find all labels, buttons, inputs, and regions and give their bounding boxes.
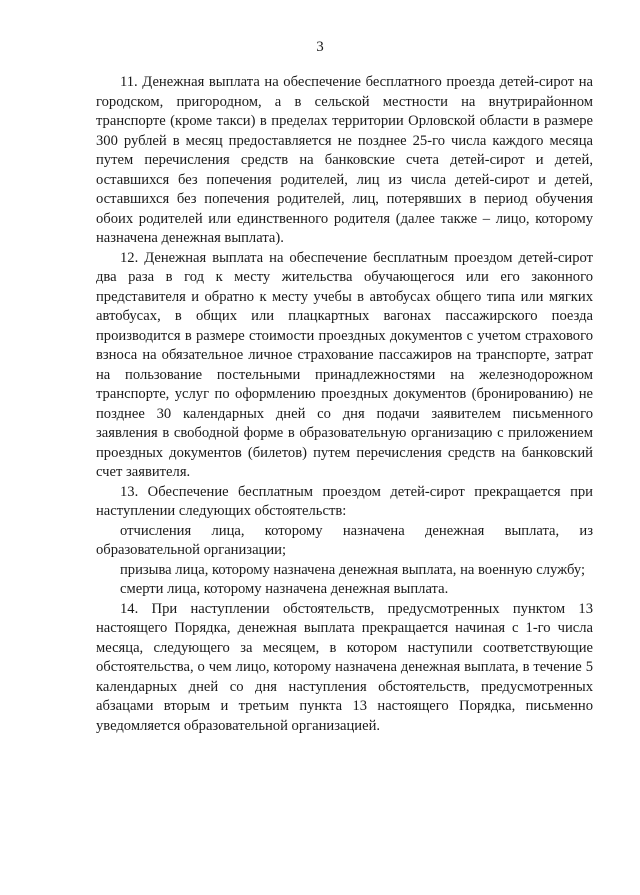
paragraph-11: 11. Денежная выплата на обеспечение бесплатного проезда детей-сирот на городском, пригородном, а в сельской местности на внутрирайонном транспорте (кроме такси) в пределах территории Орловской области в размере 300 рублей в месяц предоставляется не позднее 25-го числа каждого месяца путем перечисления средств на банковские счета детей-сирот и детей, оставшихся без попечения родителей, лиц из числа детей-сирот и детей, оставшихся без попечения родителей, лиц, потерявших в период обучения обоих родителей или единственного родителя (далее также – лицо, которому назначена денежная выплата).: [96, 74, 593, 246]
paragraph-13: 13. Обеспечение бесплатным проездом детей-сирот прекращается при наступлении следующих обстоятельств:: [96, 483, 593, 519]
paragraph-13-item-3: смерти лица, которому назначена денежная выплата.: [120, 581, 449, 597]
paragraph-14: 14. При наступлении обстоятельств, предусмотренных пунктом 13 настоящего Порядка, денежная выплата прекращается начиная с 1-го числа месяца, следующего за месяцем, в котором наступили соответствующие обстоятельства, о чем лицо, которому назначена денежная выплата, в течение 5 календарных дней со дня наступления обстоятельств, предусмотренных абзацами вторым и третьим пункта 13 настоящего Порядка, письменно уведомляется образовательной организацией.: [96, 600, 593, 734]
paragraph-13-item-1: отчисления лица, которому назначена денежная выплата, из образовательной организации;: [96, 522, 593, 558]
document-body: [96, 73, 593, 736]
paragraph-12: 12. Денежная выплата на обеспечение бесплатным проездом детей-сирот два раза в год к месту жительства обучающегося или его законного представителя и обратно к месту учебы в автобусах общего типа или мягких автобусах, в общих или плацкартных вагонах пассажирского поезда производится в размере стоимости проездных документов с учетом страхового взноса на обязательное личное страхование пассажиров на транспорте, затрат на пользование постельными принадлежностями на железнодорожном транспорте, услуг по оформлению проездных документов (бронированию) не позднее 30 календарных дней со дня подачи заявителем письменного заявления в свободной форме в образовательную организацию с приложением проездных документов (билетов) путем перечисления средств на банковский счет заявителя.: [96, 249, 593, 480]
page-number: 3: [316, 39, 324, 55]
paragraph-13-item-2: призыва лица, которому назначена денежная выплата, на военную службу;: [120, 561, 585, 578]
